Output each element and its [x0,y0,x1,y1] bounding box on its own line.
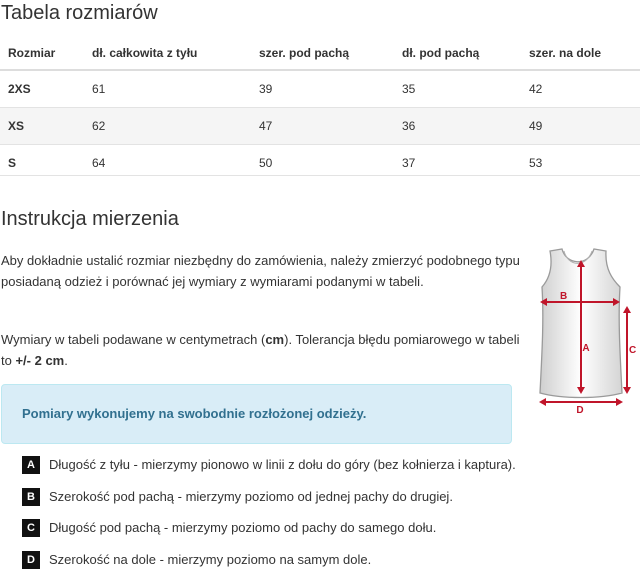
tolerance-value: +/- 2 cm [15,353,65,368]
info-alert-text: Pomiary wykonujemy na swobodnie rozłożonej odzieży. [22,406,367,421]
measure-c-arrow-top [623,306,631,313]
legend-badge-a: A [22,456,40,474]
measurement-info-alert [1,384,512,444]
diagram-label-b: B [560,291,568,302]
diagram-label-d: D [576,405,584,415]
column-header-armpit-width: szer. pod pachą [251,36,394,70]
table-cell: 49 [521,108,640,145]
table-cell-size: XS [0,108,84,145]
legend-badge-b: B [22,488,40,506]
table-row [0,70,640,108]
garment-measurement-diagram [528,243,640,415]
legend-text-a: Długość z tyłu - mierzymy pionowo w linii z dołu do góry (bez kołnierza i kaptura). [49,457,516,472]
table-cell: 47 [251,108,394,145]
measure-d-arrow-right [616,398,623,406]
table-row [0,108,640,145]
diagram-label-c: C [629,345,637,356]
unit-text: cm [265,332,285,347]
column-header-bottom-width: szer. na dole [521,36,640,70]
size-table-title: Tabela rozmiarów [1,2,158,24]
legend-text-c: Długość pod pachą - mierzymy poziomo od pachy do samego dołu. [49,520,437,535]
column-header-back-length: dł. całkowita z tyłu [84,36,251,70]
table-cell: 39 [251,70,394,108]
legend-badge-c: C [22,519,40,537]
table-cell: 53 [521,145,640,182]
legend-text-d: Szerokość na dole - mierzymy poziomo na samym dole. [49,552,372,567]
column-header-armpit-length: dł. pod pachą [394,36,521,70]
table-header-row [0,36,640,70]
table-cell: 42 [521,70,640,108]
column-header-size: Rozmiar [0,36,84,70]
tolerance-text-suffix: . [64,353,68,368]
legend-badge-d: D [22,551,40,569]
tolerance-text-middle: ). Tolerancja błędu pomiarowego w tabeli to [1,332,520,368]
table-cell: 36 [394,108,521,145]
instructions-paragraph: Aby dokładnie ustalić rozmiar niezbędny do zamówienia, należy zmierzyć podobnego typu posiadaną odzież i porównać jej wymiary z wymiarami podanymi w tabeli. [1,253,520,289]
table-cell: 50 [251,145,394,182]
table-cell-size: S [0,145,84,182]
legend-text-b: Szerokość pod pachą - mierzymy poziomo od jednej pachy do drugiej. [49,489,453,504]
tolerance-paragraph [1,329,521,371]
tolerance-text-prefix: Wymiary w tabeli podawane w centymetrach ( [1,332,266,347]
table-cell: 64 [84,145,251,182]
size-table [0,36,640,181]
diagram-label-a: A [582,343,590,354]
measure-d-arrow-left [539,398,546,406]
table-cell: 35 [394,70,521,108]
measure-c-arrow-bottom [623,387,631,394]
table-cell: 61 [84,70,251,108]
instructions-title: Instrukcja mierzenia [1,208,179,230]
table-cell: 37 [394,145,521,182]
table-bottom-divider [0,175,640,176]
table-cell: 62 [84,108,251,145]
table-cell-size: 2XS [0,70,84,108]
